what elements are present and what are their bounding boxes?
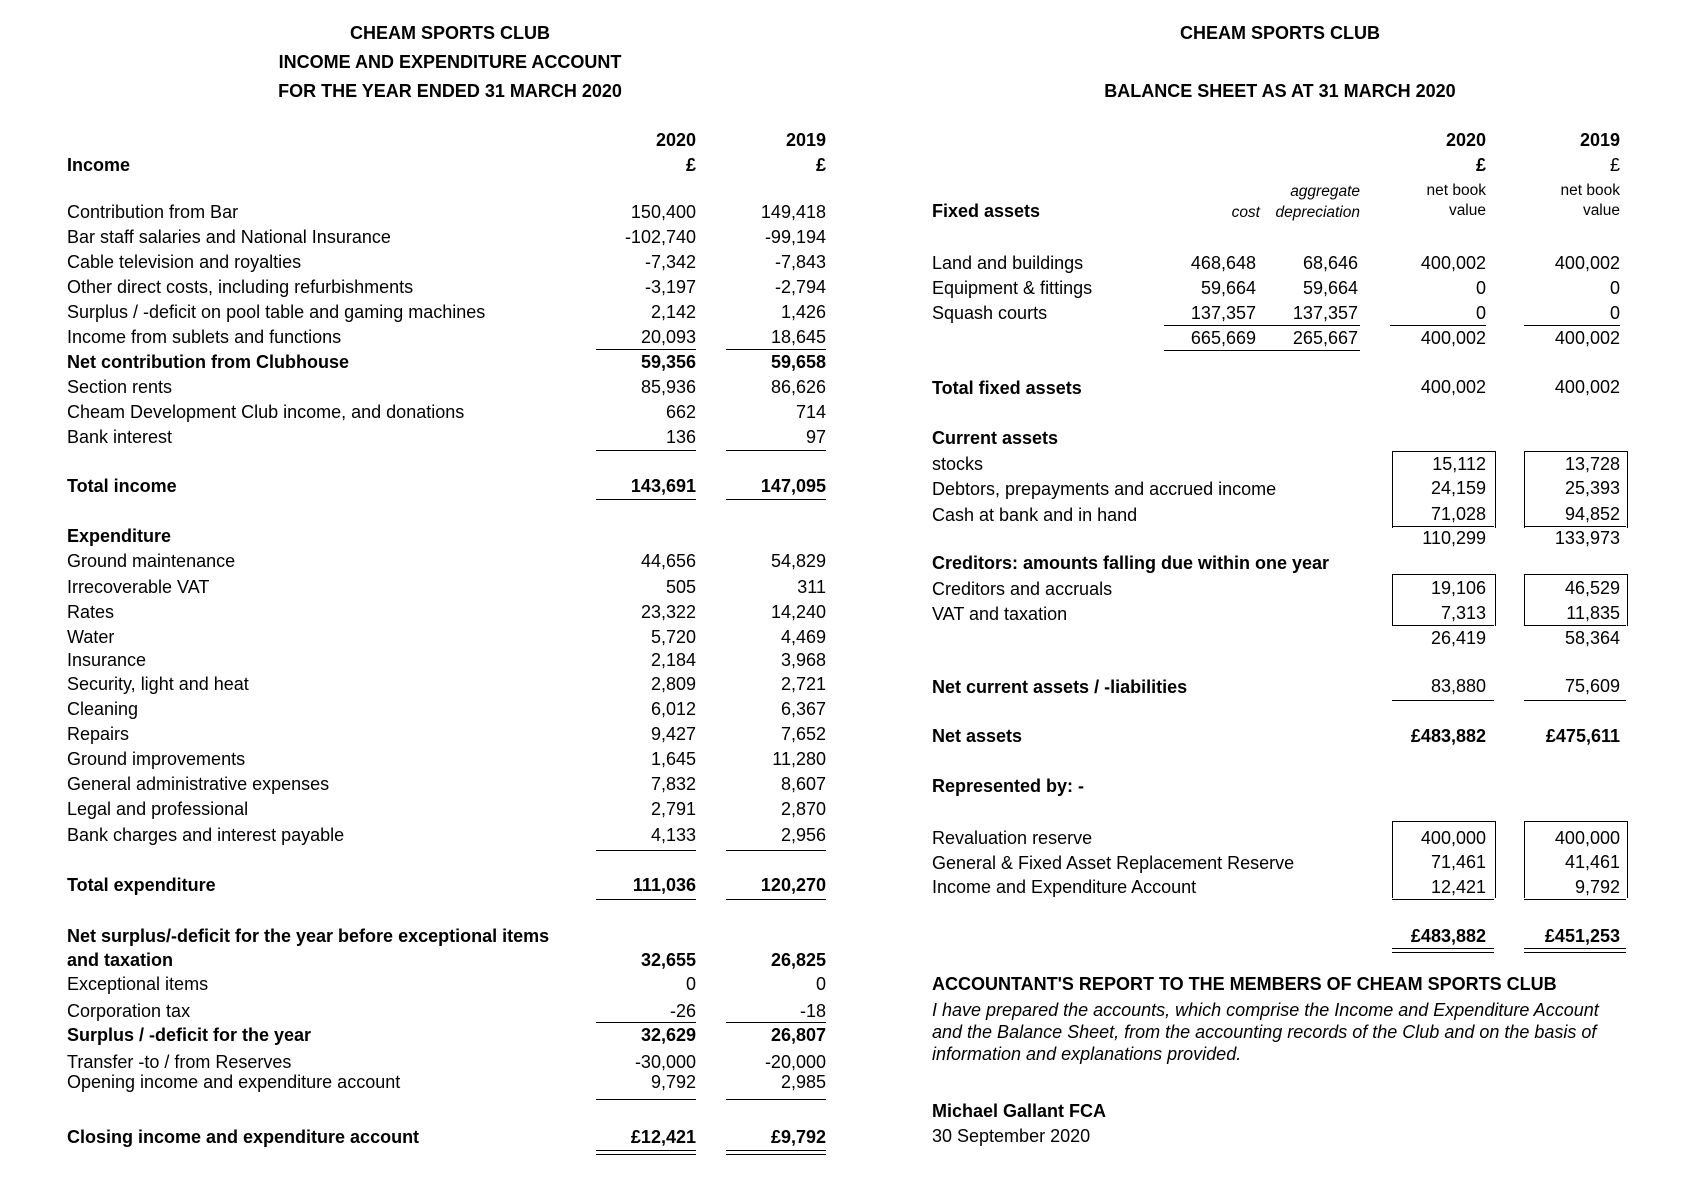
reserve-row-2019: 41,461 <box>1564 852 1620 872</box>
exceptional-2019: 0 <box>815 974 826 994</box>
ie-row-2019: 97 <box>805 427 826 447</box>
creditors-row-2019: 46,529 <box>1564 578 1620 598</box>
fixed-row-label: Land and buildings <box>932 253 1084 273</box>
signatory-name: Michael Gallant FCA <box>932 1101 1107 1121</box>
creditors-total-2020: 26,419 <box>1430 628 1486 648</box>
exp-row-label: Security, light and heat <box>67 674 249 694</box>
current-row-label: stocks <box>932 454 984 474</box>
exp-row-2019: 2,870 <box>780 799 826 819</box>
exp-row-2019: 14,240 <box>770 602 826 622</box>
ie-rule <box>596 499 696 500</box>
exp-row-2020: 5,720 <box>650 627 696 647</box>
ie-double-rule <box>596 1150 696 1155</box>
exp-row-label: Bank charges and interest payable <box>67 825 345 845</box>
opening-label: Opening income and expenditure account <box>67 1072 401 1092</box>
net-current-2020: 83,880 <box>1430 676 1486 696</box>
ie-rule <box>726 499 826 500</box>
exp-row-label: Water <box>67 627 115 647</box>
exp-row-2020: 505 <box>665 577 696 597</box>
exp-row-label: Legal and professional <box>67 799 249 819</box>
exp-row-label: Rates <box>67 602 115 622</box>
reserve-row-2019: 9,792 <box>1574 877 1620 897</box>
net-current-label: Net current assets / -liabilities <box>932 677 1188 697</box>
nbv-2020-line2: value <box>1448 202 1486 219</box>
creditors-heading: Creditors: amounts falling due within one year <box>932 553 1330 573</box>
ie-club-name: CHEAM SPORTS CLUB <box>349 23 550 43</box>
bs-double-rule <box>1392 948 1494 953</box>
exp-row-2020: 23,322 <box>640 602 696 622</box>
net-assets-label: Net assets <box>932 726 1023 746</box>
exp-row-2019: 311 <box>797 577 826 597</box>
current-total-2020: 110,299 <box>1422 528 1486 548</box>
exp-row-2019: 7,652 <box>780 724 826 744</box>
ie-row-2020: -7,342 <box>644 252 696 272</box>
fixed-assets-heading: Fixed assets <box>932 201 1041 221</box>
creditors-row-label: VAT and taxation <box>932 604 1068 624</box>
creditors-row-2019: 11,835 <box>1566 603 1620 623</box>
exp-row-2019: 54,829 <box>770 551 826 571</box>
ie-rule <box>596 899 696 900</box>
exp-row-label: General administrative expenses <box>67 774 330 794</box>
corporation-tax-2019: -18 <box>799 1001 826 1021</box>
ie-row-2020: -102,740 <box>624 227 696 247</box>
fixed-total-2020: 400,002 <box>1420 328 1486 348</box>
exp-row-label: Irrecoverable VAT <box>67 577 210 597</box>
cost-header: cost <box>1231 204 1260 221</box>
corporation-tax-label: Corporation tax <box>67 1001 191 1021</box>
transfer-2020: -30,000 <box>634 1052 696 1072</box>
transfer-2019: -20,000 <box>764 1052 826 1072</box>
net-assets-2019: £475,611 <box>1545 726 1620 746</box>
creditors-total-2019: 58,364 <box>1564 628 1620 648</box>
total-expenditure-2020: 111,036 <box>632 875 696 895</box>
reserve-row-label: Revaluation reserve <box>932 828 1093 848</box>
fixed-total-cost: 665,669 <box>1190 328 1256 348</box>
opening-2020: 9,792 <box>650 1072 696 1092</box>
reserves-total-2019: £451,253 <box>1544 926 1620 946</box>
ie-col-2020: 2020 <box>655 130 696 150</box>
ie-row-2019: -99,194 <box>764 227 826 247</box>
total-income-label: Total income <box>67 476 177 496</box>
bs-rule <box>1164 325 1360 326</box>
surplus-year-2020: 32,629 <box>640 1025 696 1045</box>
exp-row-2019: 4,469 <box>780 627 826 647</box>
total-fixed-2020: 400,002 <box>1420 377 1486 397</box>
fixed-row-2019: 400,002 <box>1554 253 1620 273</box>
total-income-2019: 147,095 <box>760 476 826 496</box>
ie-row-2019: 86,626 <box>770 377 826 397</box>
total-expenditure-2019: 120,270 <box>760 875 826 895</box>
fixed-total-2019: 400,002 <box>1554 328 1620 348</box>
current-row-2020: 71,028 <box>1430 504 1486 524</box>
bs-col-2019: 2019 <box>1579 130 1620 150</box>
current-total-2019: 133,973 <box>1554 528 1620 548</box>
ie-row-2020: 85,936 <box>640 377 696 397</box>
closing-label: Closing income and expenditure account <box>67 1127 420 1147</box>
bs-rule <box>1524 700 1626 701</box>
reserve-row-2020: 71,461 <box>1430 852 1486 872</box>
total-income-2020: 143,691 <box>630 476 696 496</box>
fixed-row-2020: 0 <box>1475 278 1486 298</box>
reserves-total-2020: £483,882 <box>1410 926 1486 946</box>
current-row-2019: 13,728 <box>1564 454 1620 474</box>
net-current-2019: 75,609 <box>1564 676 1620 696</box>
net-surplus-label-line1: Net surplus/-deficit for the year before exceptional items <box>67 926 550 946</box>
current-row-label: Debtors, prepayments and accrued income <box>932 479 1277 499</box>
fixed-row-label: Squash courts <box>932 303 1048 323</box>
bs-rule <box>1392 899 1494 900</box>
bs-double-rule <box>1524 948 1626 953</box>
reserve-row-label: Income and Expenditure Account <box>932 877 1197 897</box>
creditors-row-2020: 19,106 <box>1430 578 1486 598</box>
expenditure-heading: Expenditure <box>67 526 172 546</box>
ie-row-2020: -3,197 <box>644 277 696 297</box>
net-contribution-label: Net contribution from Clubhouse <box>67 352 349 372</box>
exp-row-label: Ground maintenance <box>67 551 236 571</box>
bs-club-name: CHEAM SPORTS CLUB <box>1179 23 1380 43</box>
ie-currency-2020: £ <box>685 155 696 175</box>
fixed-row-2020: 400,002 <box>1420 253 1486 273</box>
exp-row-2019: 3,968 <box>780 650 826 670</box>
ie-row-label: Section rents <box>67 377 173 397</box>
fixed-row-dep: 137,357 <box>1292 303 1358 323</box>
net-contribution-2019: 59,658 <box>770 352 826 372</box>
ie-row-2019: -7,843 <box>774 252 826 272</box>
ie-row-2019: 714 <box>795 402 826 422</box>
report-date: 30 September 2020 <box>932 1126 1091 1146</box>
ie-title: INCOME AND EXPENDITURE ACCOUNT <box>278 52 622 72</box>
ie-rule <box>596 1022 696 1023</box>
nbv-2019-line1: net book <box>1560 182 1620 199</box>
ie-rule <box>726 349 826 350</box>
ie-rule <box>726 1099 826 1100</box>
reserve-row-2020: 400,000 <box>1420 828 1486 848</box>
bs-currency-2019: £ <box>1609 155 1620 175</box>
ie-row-2020: 662 <box>665 402 696 422</box>
exp-row-2019: 2,956 <box>780 825 826 845</box>
total-fixed-2019: 400,002 <box>1554 377 1620 397</box>
exp-row-2020: 44,656 <box>640 551 696 571</box>
closing-2019: £9,792 <box>770 1127 826 1147</box>
ie-double-rule <box>726 1150 826 1155</box>
ie-rule <box>726 850 826 851</box>
represented-by-label: Represented by: - <box>932 776 1085 796</box>
fixed-row-dep: 59,664 <box>1302 278 1358 298</box>
net-assets-2020: £483,882 <box>1410 726 1486 746</box>
net-contribution-2020: 59,356 <box>640 352 696 372</box>
ie-row-2020: 136 <box>665 427 696 447</box>
depreciation-header: depreciation <box>1275 204 1360 221</box>
ie-row-2020: 20,093 <box>640 327 696 347</box>
nbv-2020-line1: net book <box>1426 182 1486 199</box>
ie-row-label: Bank interest <box>67 427 173 447</box>
exp-row-2020: 7,832 <box>650 774 696 794</box>
net-surplus-2020: 32,655 <box>640 950 696 970</box>
ie-row-2019: 1,426 <box>780 302 826 322</box>
ie-rule <box>726 1022 826 1023</box>
current-row-2019: 25,393 <box>1564 478 1620 498</box>
fixed-total-dep: 265,667 <box>1292 328 1358 348</box>
income-heading: Income <box>67 155 131 175</box>
ie-period: FOR THE YEAR ENDED 31 MARCH 2020 <box>278 81 622 101</box>
ie-row-2019: -2,794 <box>774 277 826 297</box>
exceptional-2020: 0 <box>685 974 696 994</box>
closing-2020: £12,421 <box>630 1127 696 1147</box>
exp-row-label: Insurance <box>67 650 147 670</box>
exp-row-2020: 9,427 <box>650 724 696 744</box>
bs-rule <box>1164 350 1360 351</box>
ie-row-label: Bar staff salaries and National Insurance <box>67 227 391 247</box>
current-row-2020: 24,159 <box>1430 478 1486 498</box>
exp-row-2020: 2,791 <box>650 799 696 819</box>
fixed-row-dep: 68,646 <box>1302 253 1358 273</box>
ie-row-label: Cheam Development Club income, and donations <box>67 402 465 422</box>
exp-row-label: Repairs <box>67 724 130 744</box>
bs-rule <box>1524 325 1620 326</box>
surplus-year-2019: 26,807 <box>770 1025 826 1045</box>
total-fixed-label: Total fixed assets <box>932 378 1082 398</box>
bs-currency-2020: £ <box>1475 155 1486 175</box>
opening-2019: 2,985 <box>780 1072 826 1092</box>
net-surplus-label-line2: and taxation <box>67 950 174 970</box>
exp-row-2020: 6,012 <box>650 699 696 719</box>
fixed-row-2019: 0 <box>1609 278 1620 298</box>
bs-rule <box>1392 700 1494 701</box>
ie-rule <box>596 850 696 851</box>
creditors-row-label: Creditors and accruals <box>932 579 1113 599</box>
exp-row-2019: 6,367 <box>780 699 826 719</box>
ie-row-label: Cable television and royalties <box>67 252 302 272</box>
current-row-2020: 15,112 <box>1432 454 1486 474</box>
bs-rule <box>1392 625 1494 626</box>
fixed-row-2020: 0 <box>1475 303 1486 323</box>
ie-rule <box>596 349 696 350</box>
ie-row-2019: 149,418 <box>760 202 826 222</box>
ie-row-label: Surplus / -deficit on pool table and gaming machines <box>67 302 486 322</box>
exp-row-label: Cleaning <box>67 699 139 719</box>
creditors-row-2020: 7,313 <box>1440 603 1486 623</box>
ie-row-label: Contribution from Bar <box>67 202 239 222</box>
report-text: I have prepared the accounts, which comprise the Income and Expenditure Account and the Balance Sheet, from the accounting records of the Club and on the basis of information and explanations provided. <box>932 1000 1599 1064</box>
fixed-row-label: Equipment & fittings <box>932 278 1093 298</box>
exp-row-2019: 2,721 <box>780 674 826 694</box>
exp-row-2020: 2,809 <box>650 674 696 694</box>
bs-title: BALANCE SHEET AS AT 31 MARCH 2020 <box>1104 81 1456 101</box>
ie-col-2019: 2019 <box>785 130 826 150</box>
fixed-row-cost: 59,664 <box>1200 278 1256 298</box>
ie-row-label: Income from sublets and functions <box>67 327 342 347</box>
ie-rule <box>726 450 826 451</box>
aggregate-header: aggregate <box>1290 183 1360 200</box>
exp-row-2019: 11,280 <box>772 749 826 769</box>
exp-row-2019: 8,607 <box>780 774 826 794</box>
reserve-row-2020: 12,421 <box>1430 877 1486 897</box>
current-row-label: Cash at bank and in hand <box>932 505 1138 525</box>
transfer-label: Transfer -to / from Reserves <box>67 1052 292 1072</box>
exceptional-label: Exceptional items <box>67 974 209 994</box>
ie-row-2020: 2,142 <box>650 302 696 322</box>
current-row-2019: 94,852 <box>1564 504 1620 524</box>
ie-rule <box>596 450 696 451</box>
ie-rule <box>596 1099 696 1100</box>
exp-row-2020: 1,645 <box>650 749 696 769</box>
bs-rule <box>1524 899 1626 900</box>
ie-row-2019: 18,645 <box>770 327 826 347</box>
ie-row-label: Other direct costs, including refurbishments <box>67 277 414 297</box>
fixed-row-2019: 0 <box>1609 303 1620 323</box>
bs-col-2020: 2020 <box>1445 130 1486 150</box>
surplus-year-label: Surplus / -deficit for the year <box>67 1025 312 1045</box>
ie-row-2020: 150,400 <box>630 202 696 222</box>
bs-rule <box>1390 325 1486 326</box>
total-expenditure-label: Total expenditure <box>67 875 216 895</box>
current-assets-heading: Current assets <box>932 428 1059 448</box>
ie-rule <box>726 899 826 900</box>
ie-currency-2019: £ <box>815 155 826 175</box>
corporation-tax-2020: -26 <box>669 1001 696 1021</box>
report-heading: ACCOUNTANT'S REPORT TO THE MEMBERS OF CHEAM SPORTS CLUB <box>932 974 1557 994</box>
bs-rule <box>1524 625 1626 626</box>
nbv-2019-line2: value <box>1582 202 1620 219</box>
net-surplus-2019: 26,825 <box>770 950 826 970</box>
exp-row-label: Ground improvements <box>67 749 246 769</box>
fixed-row-cost: 137,357 <box>1190 303 1256 323</box>
reserve-row-2019: 400,000 <box>1554 828 1620 848</box>
exp-row-2020: 4,133 <box>650 825 696 845</box>
fixed-row-cost: 468,648 <box>1190 253 1256 273</box>
exp-row-2020: 2,184 <box>650 650 696 670</box>
reserve-row-label: General & Fixed Asset Replacement Reserve <box>932 853 1295 873</box>
